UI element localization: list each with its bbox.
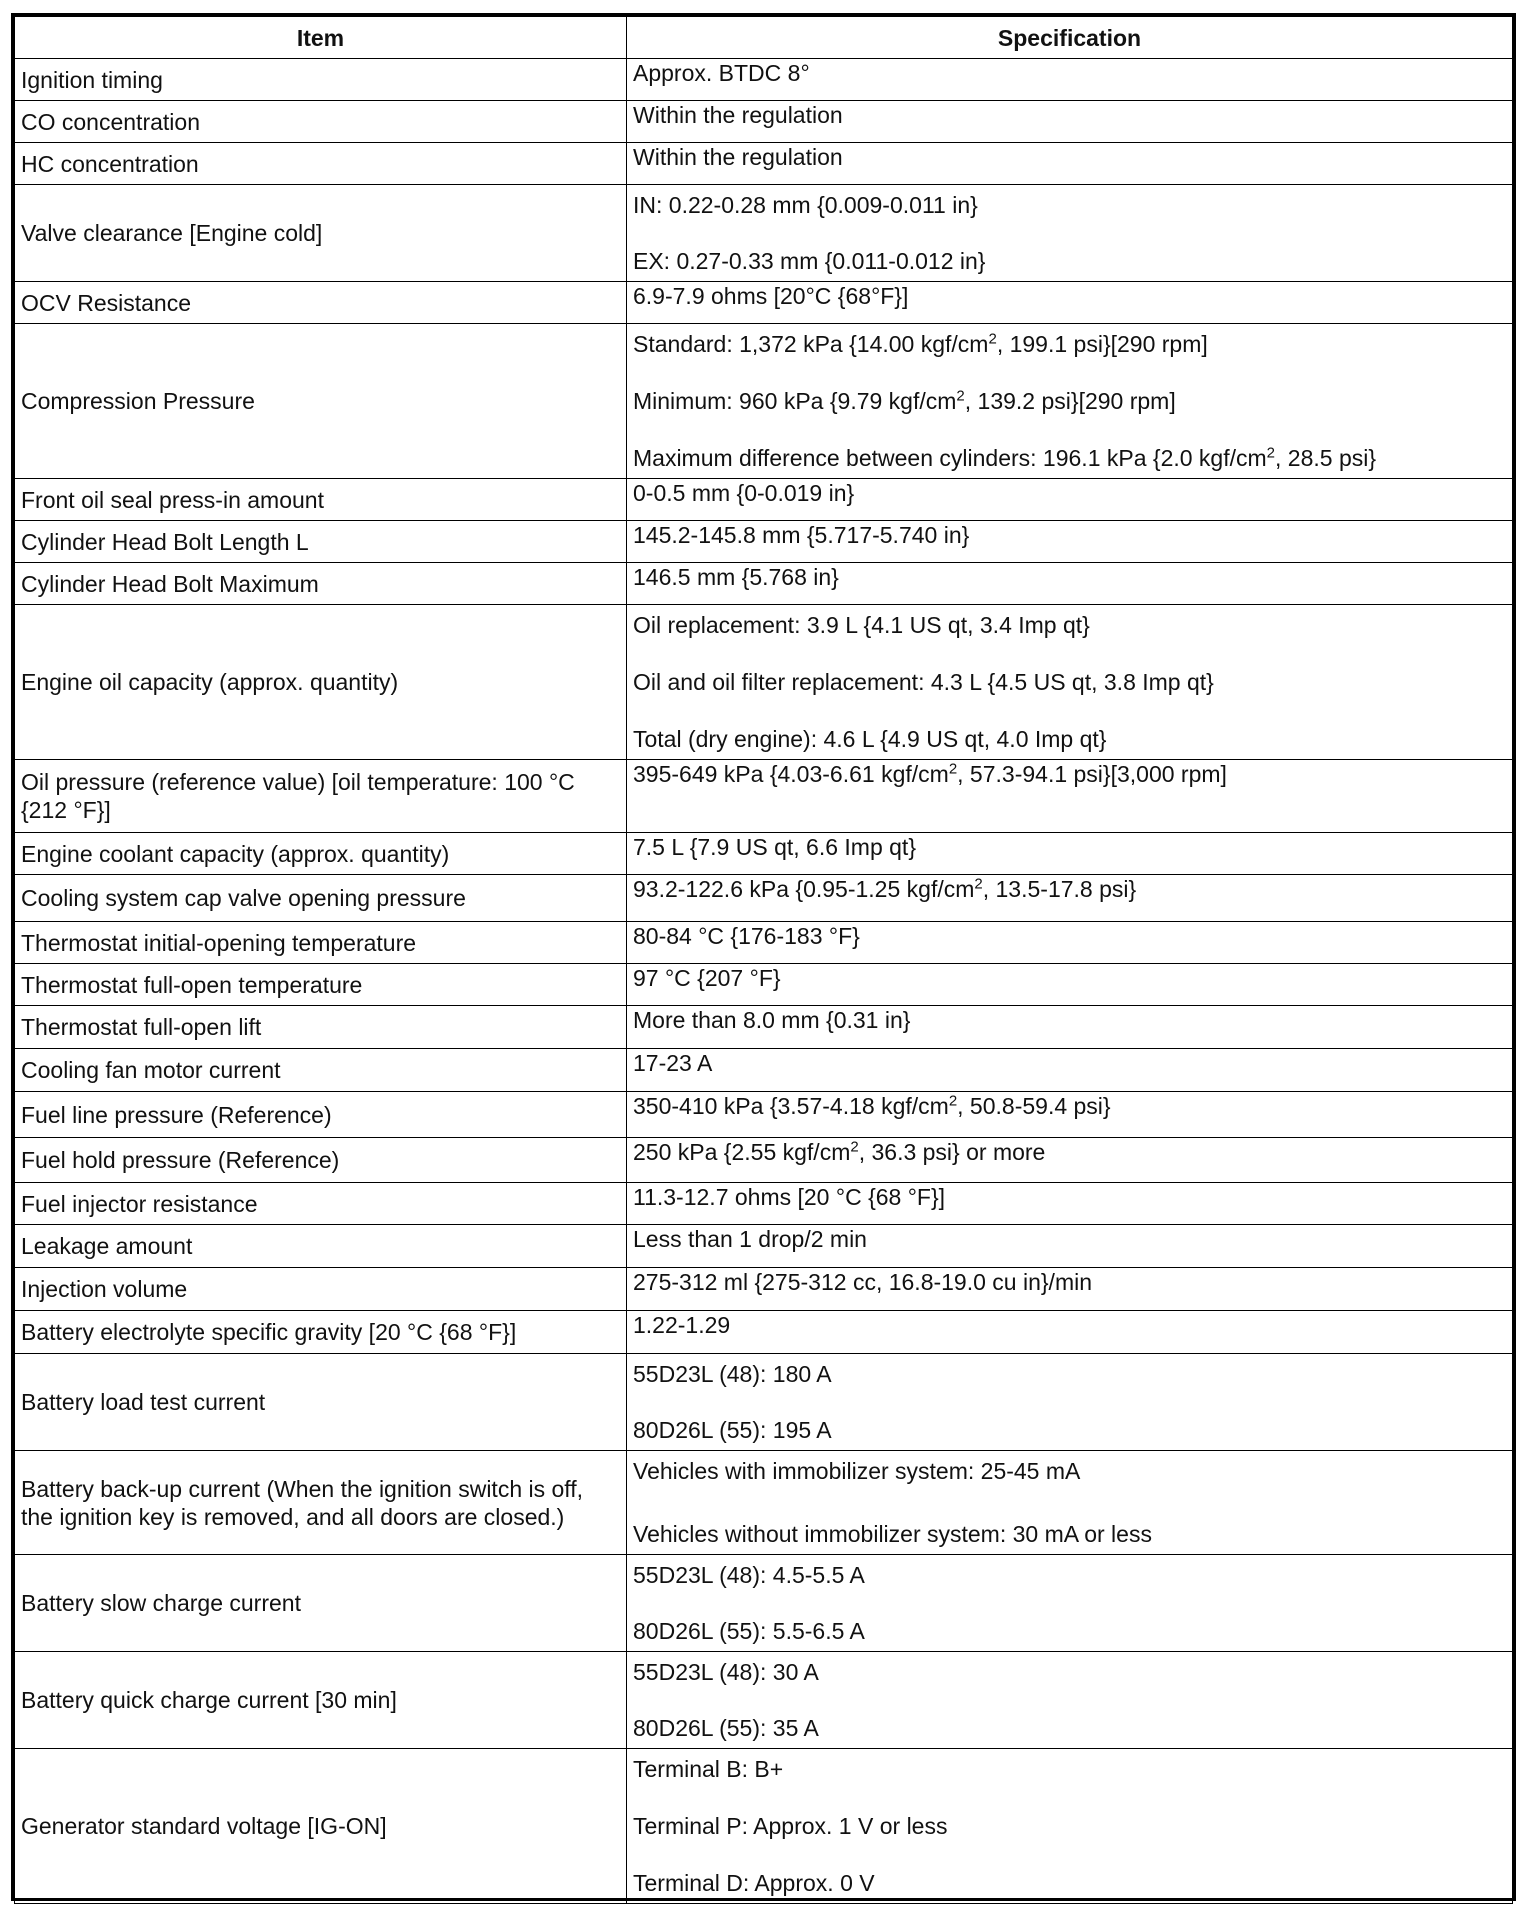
table-row xyxy=(15,833,1513,875)
item-label: Cylinder Head Bolt Maximum xyxy=(21,570,319,597)
specification-value: Standard: 1,372 kPa {14.00 kgf/$cm^2$, 199.1 psi}[290 rpm] xyxy=(633,330,1208,357)
table-row xyxy=(15,1183,1513,1225)
item-cell xyxy=(15,922,627,964)
item-label: Fuel injector resistance xyxy=(21,1190,258,1217)
item-cell xyxy=(15,1451,627,1555)
item-cell xyxy=(15,1311,627,1354)
table-row xyxy=(15,1225,1513,1268)
table-row xyxy=(15,324,1513,479)
item-cell xyxy=(15,1006,627,1049)
table-row xyxy=(15,1652,1513,1749)
specification-value: 80-84 °C {176-183 °F} xyxy=(633,923,860,949)
table-row xyxy=(15,1138,1513,1183)
specification-value: Minimum: 960 kPa {9.79 kgf/$cm^2$, 139.2 psi}[290 rpm] xyxy=(633,387,1176,414)
specification-value: Oil replacement: 3.9 L {4.1 US qt, 3.4 Imp qt} xyxy=(633,612,1090,638)
specification-value: More than 8.0 mm {0.31 in} xyxy=(633,1007,911,1033)
item-label: Fuel line pressure (Reference) xyxy=(21,1101,332,1128)
specification-cell xyxy=(627,1451,1513,1555)
item-cell xyxy=(15,1225,627,1268)
item-cell xyxy=(15,143,627,185)
specification-value: Within the regulation xyxy=(633,102,843,128)
specification-value: Total (dry engine): 4.6 L {4.9 US qt, 4.0 Imp qt} xyxy=(633,726,1107,752)
specification-cell xyxy=(627,605,1513,760)
specification-value: 395-649 kPa {4.03-6.61 kgf/$cm^2$, 57.3-94.1 psi}[3,000 rpm] xyxy=(633,760,1227,787)
specification-value: 93.2-122.6 kPa {0.95-1.25 kgf/$cm^2$, 13.5-17.8 psi} xyxy=(633,875,1137,902)
item-label: Battery quick charge current [30 min] xyxy=(21,1687,397,1713)
item-cell xyxy=(15,1092,627,1138)
table-row xyxy=(15,605,1513,760)
item-label: Cylinder Head Bolt Length L xyxy=(21,528,309,555)
specification-cell xyxy=(627,479,1513,521)
table-row xyxy=(15,59,1513,101)
specification-value: Within the regulation xyxy=(633,144,843,170)
specification-cell xyxy=(627,1354,1513,1451)
item-cell xyxy=(15,1652,627,1749)
header-specification: Specification xyxy=(627,17,1513,59)
item-cell xyxy=(15,1354,627,1451)
header-row xyxy=(15,17,1513,59)
specification-cell xyxy=(627,922,1513,964)
table-row xyxy=(15,1555,1513,1652)
item-label: Injection volume xyxy=(21,1276,188,1302)
table-row xyxy=(15,521,1513,563)
item-label: Fuel hold pressure (Reference) xyxy=(21,1147,340,1173)
specification-cell xyxy=(627,563,1513,605)
specification-value: 250 kPa {2.55 kgf/$cm^2$, 36.3 psi} or more xyxy=(633,1138,1046,1165)
specification-cell xyxy=(627,282,1513,324)
specification-cell xyxy=(627,1138,1513,1183)
item-cell xyxy=(15,101,627,143)
specification-cell xyxy=(627,1183,1513,1225)
specification-value: Terminal P: Approx. 1 V or less xyxy=(633,1813,948,1839)
item-cell xyxy=(15,875,627,922)
item-cell xyxy=(15,1049,627,1092)
specification-value: 55D23L (48): 4.5-5.5 A xyxy=(633,1562,865,1588)
item-cell xyxy=(15,1555,627,1652)
item-label: OCV Resistance xyxy=(21,289,192,316)
item-label: Cooling system cap valve opening pressure xyxy=(21,885,466,911)
table-row xyxy=(15,760,1513,833)
specification-cell xyxy=(627,1652,1513,1749)
table-row xyxy=(15,143,1513,185)
specification-cell xyxy=(627,875,1513,922)
specification-value: 145.2-145.8 mm {5.717-5.740 in} xyxy=(633,522,970,548)
item-label: Engine coolant capacity (approx. quantity) xyxy=(21,840,450,867)
item-label: Valve clearance [Engine cold] xyxy=(21,220,323,246)
specification-value: 275-312 ml {275-312 cc, 16.8-19.0 cu in}/min xyxy=(633,1269,1093,1295)
specification-cell xyxy=(627,1049,1513,1092)
table-row xyxy=(15,1092,1513,1138)
item-label: Compression Pressure xyxy=(21,388,255,414)
specification-cell xyxy=(627,760,1513,833)
specification-value: Terminal D: Approx. 0 V xyxy=(633,1870,875,1896)
specification-cell xyxy=(627,1092,1513,1138)
spec-table-body xyxy=(15,59,1513,1904)
table-row xyxy=(15,1354,1513,1451)
specification-value: 80D26L (55): 5.5-6.5 A xyxy=(633,1618,865,1644)
specification-value: Less than 1 drop/2 min xyxy=(633,1226,867,1252)
table-row xyxy=(15,1268,1513,1311)
table-row xyxy=(15,1006,1513,1049)
specification-value: Maximum difference between cylinders: 196.1 kPa {2.0 kgf/$cm^2$, 28.5 psi} xyxy=(633,444,1377,471)
specification-value: 0-0.5 mm {0-0.019 in} xyxy=(633,480,855,506)
item-cell xyxy=(15,521,627,563)
item-label: Battery back-up current (When the ignition switch is off, the ignition key is removed, and all doors are closed.) xyxy=(21,1475,584,1530)
specification-value: 97 °C {207 °F} xyxy=(633,965,781,991)
item-cell xyxy=(15,59,627,101)
item-label: Battery electrolyte specific gravity [20 °C {68 °F}] xyxy=(21,1319,517,1345)
specification-value: 55D23L (48): 180 A xyxy=(633,1361,832,1387)
specification-cell xyxy=(627,324,1513,479)
item-label: Thermostat initial-opening temperature xyxy=(21,929,417,956)
table-row xyxy=(15,964,1513,1006)
item-cell xyxy=(15,1183,627,1225)
item-cell xyxy=(15,282,627,324)
specification-value: EX: 0.27-0.33 mm {0.011-0.012 in} xyxy=(633,248,986,274)
item-cell xyxy=(15,563,627,605)
specification-value: 55D23L (48): 30 A xyxy=(633,1659,819,1685)
item-cell xyxy=(15,760,627,833)
item-label: Thermostat full-open temperature xyxy=(21,971,363,998)
specification-value: 7.5 L {7.9 US qt, 6.6 Imp qt} xyxy=(633,834,916,860)
specification-value: 146.5 mm {5.768 in} xyxy=(633,564,839,590)
item-cell xyxy=(15,1268,627,1311)
specification-value: 17-23 A xyxy=(633,1050,713,1076)
item-cell xyxy=(15,1749,627,1904)
item-cell xyxy=(15,185,627,282)
item-label: HC concentration xyxy=(21,150,199,177)
specification-cell xyxy=(627,833,1513,875)
specification-cell xyxy=(627,521,1513,563)
item-label: Thermostat full-open lift xyxy=(21,1014,262,1040)
specification-cell xyxy=(627,1555,1513,1652)
specification-cell xyxy=(627,1225,1513,1268)
item-cell xyxy=(15,324,627,479)
item-label: Engine oil capacity (approx. quantity) xyxy=(21,669,399,695)
specification-value: 6.9-7.9 ohms [20°C {68°F}] xyxy=(633,283,909,309)
specification-cell xyxy=(627,1006,1513,1049)
table-row xyxy=(15,185,1513,282)
item-label: CO concentration xyxy=(21,108,200,135)
table-row xyxy=(15,282,1513,324)
table-row xyxy=(15,1749,1513,1904)
specification-cell xyxy=(627,1268,1513,1311)
table-row xyxy=(15,922,1513,964)
specification-cell xyxy=(627,59,1513,101)
specification-value: 80D26L (55): 35 A xyxy=(633,1715,819,1741)
specification-value: Oil and oil filter replacement: 4.3 L {4.5 US qt, 3.8 Imp qt} xyxy=(633,669,1214,695)
specification-cell xyxy=(627,101,1513,143)
specification-value: 11.3-12.7 ohms [20 °C {68 °F}] xyxy=(633,1184,946,1210)
specification-value: 1.22-1.29 xyxy=(633,1312,731,1338)
header-item: Item xyxy=(15,17,627,59)
item-label: Battery load test current xyxy=(21,1389,266,1415)
item-cell xyxy=(15,479,627,521)
specification-value: Approx. BTDC 8° xyxy=(633,60,810,86)
item-cell xyxy=(15,1138,627,1183)
specification-cell xyxy=(627,185,1513,282)
table-row xyxy=(15,479,1513,521)
item-label: Generator standard voltage [IG-ON] xyxy=(21,1813,387,1839)
item-label: Leakage amount xyxy=(21,1233,193,1259)
table-row xyxy=(15,563,1513,605)
item-cell xyxy=(15,605,627,760)
specification-cell xyxy=(627,1311,1513,1354)
specification-cell xyxy=(627,1749,1513,1904)
item-label: Cooling fan motor current xyxy=(21,1057,281,1083)
item-label: Oil pressure (reference value) [oil temperature: 100 °C {212 °F}] xyxy=(21,769,575,823)
table-row xyxy=(15,101,1513,143)
specification-value: Vehicles with immobilizer system: 25-45 mA xyxy=(633,1458,1081,1484)
specification-value: 350-410 kPa {3.57-4.18 kgf/$cm^2$, 50.8-59.4 psi} xyxy=(633,1092,1111,1119)
table-row xyxy=(15,875,1513,922)
item-label: Ignition timing xyxy=(21,66,163,93)
specification-value: IN: 0.22-0.28 mm {0.009-0.011 in} xyxy=(633,192,978,218)
table-row xyxy=(15,1311,1513,1354)
spec-table xyxy=(14,16,1513,1904)
specification-value: Terminal B: B+ xyxy=(633,1756,784,1782)
item-cell xyxy=(15,833,627,875)
item-cell xyxy=(15,964,627,1006)
specification-value: 80D26L (55): 195 A xyxy=(633,1417,832,1443)
item-label: Front oil seal press-in amount xyxy=(21,486,324,513)
item-label: Battery slow charge current xyxy=(21,1590,301,1616)
spec-table-frame xyxy=(11,13,1516,1901)
specification-cell xyxy=(627,964,1513,1006)
table-row xyxy=(15,1451,1513,1555)
table-row xyxy=(15,1049,1513,1092)
specification-cell xyxy=(627,143,1513,185)
specification-value: Vehicles without immobilizer system: 30 mA or less xyxy=(633,1521,1152,1547)
